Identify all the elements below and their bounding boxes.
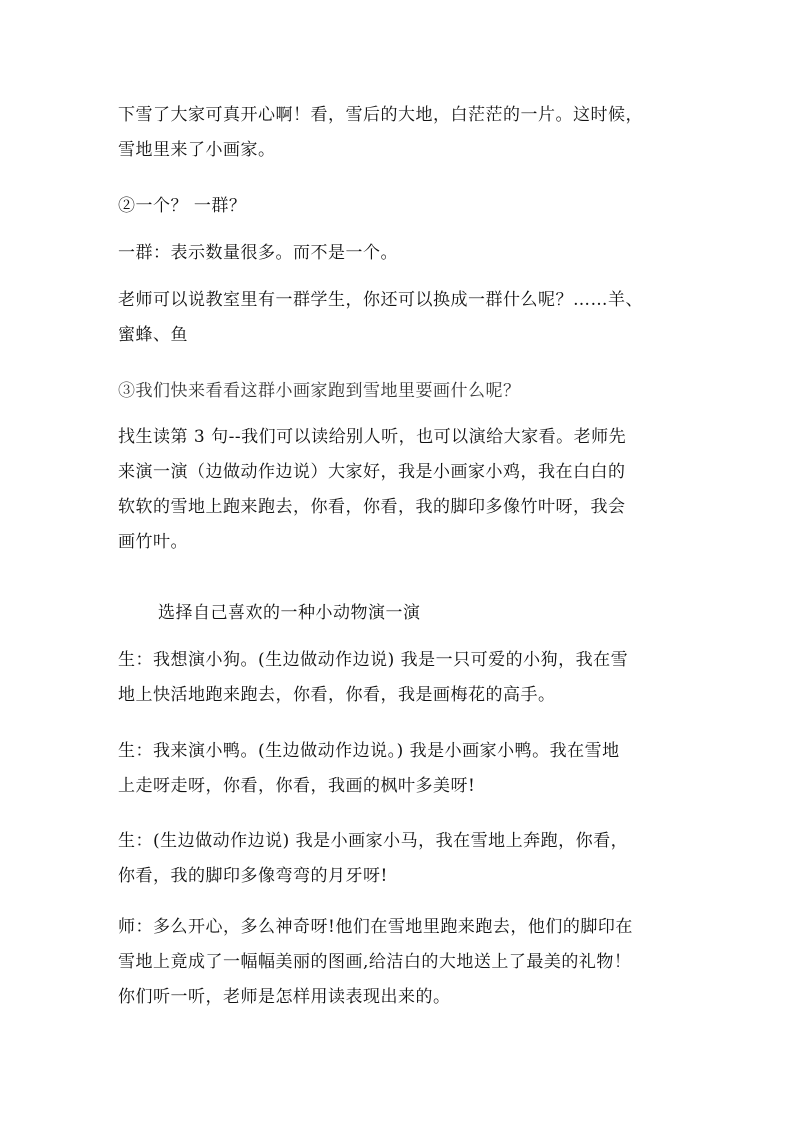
text-line: 雪地上竟成了一幅幅美丽的图画,给洁白的大地送上了最美的礼物！ (118, 952, 632, 972)
text-line: 画竹叶。 (118, 532, 188, 552)
text-line: 生：我想演小狗。(生边做动作边说) 我是一只可爱的小狗，我在雪 (118, 650, 629, 670)
text-line: 一群：表示数量很多。而不是一个。 (118, 243, 398, 263)
text-line: 生：我来演小鸭。(生边做动作边说。) 我是小画家小鸭。我在雪地 (118, 741, 620, 761)
paragraph-what-to-draw (118, 374, 678, 409)
paragraph-question-one-or-group (118, 189, 678, 224)
paragraph-choose-animal (118, 596, 718, 631)
paragraph-teacher-demo (118, 420, 678, 560)
text-line: 上走呀走呀，你看，你看，我画的枫叶多美呀! (118, 776, 476, 796)
text-line: 软软的雪地上跑来跑去，你看，你看，我的脚印多像竹叶呀，我会 (118, 497, 626, 517)
paragraph-teacher-summary (118, 910, 678, 1015)
text-line: 师：多么开心，多么神奇呀!他们在雪地里跑来跑去，他们的脚印在 (118, 917, 633, 937)
text-line: 来演一演（边做动作边说）大家好，我是小画家小鸡，我在白白的 (118, 462, 626, 482)
text-line: 蜜蜂、鱼 (118, 325, 188, 345)
text-line: 找生读第 3 句--我们可以读给别人听，也可以演给大家看。老师先 (118, 427, 627, 447)
text-line: 下雪了大家可真开心啊！看，雪后的大地，白茫茫的一片。这时候， (118, 105, 643, 125)
text-line: 雪地里来了小画家。 (118, 140, 276, 160)
paragraph-student-horse (118, 824, 678, 894)
text-line: 地上快活地跑来跑去，你看，你看，我是画梅花的高手。 (118, 685, 556, 705)
text-line: 你们听一听，老师是怎样用读表现出来的。 (118, 987, 451, 1007)
text-line: ②一个？ 一群？ (118, 196, 247, 216)
text-line: 选择自己喜欢的一种小动物演一演 (158, 603, 421, 623)
paragraph-student-duck (118, 734, 678, 804)
text-line: 你看，我的脚印多像弯弯的月牙呀! (118, 866, 388, 886)
paragraph-group-definition (118, 236, 678, 271)
text-line: 老师可以说教室里有一群学生，你还可以换成一群什么呢？……羊、 (118, 290, 643, 310)
text-line: ③我们快来看看这群小画家跑到雪地里要画什么呢？ (118, 381, 521, 401)
paragraph-group-examples (118, 283, 678, 353)
paragraph-student-dog (118, 643, 678, 713)
paragraph-snow-intro (118, 98, 678, 168)
text-line: 生：(生边做动作边说) 我是小画家小马，我在雪地上奔跑，你看， (118, 831, 629, 851)
